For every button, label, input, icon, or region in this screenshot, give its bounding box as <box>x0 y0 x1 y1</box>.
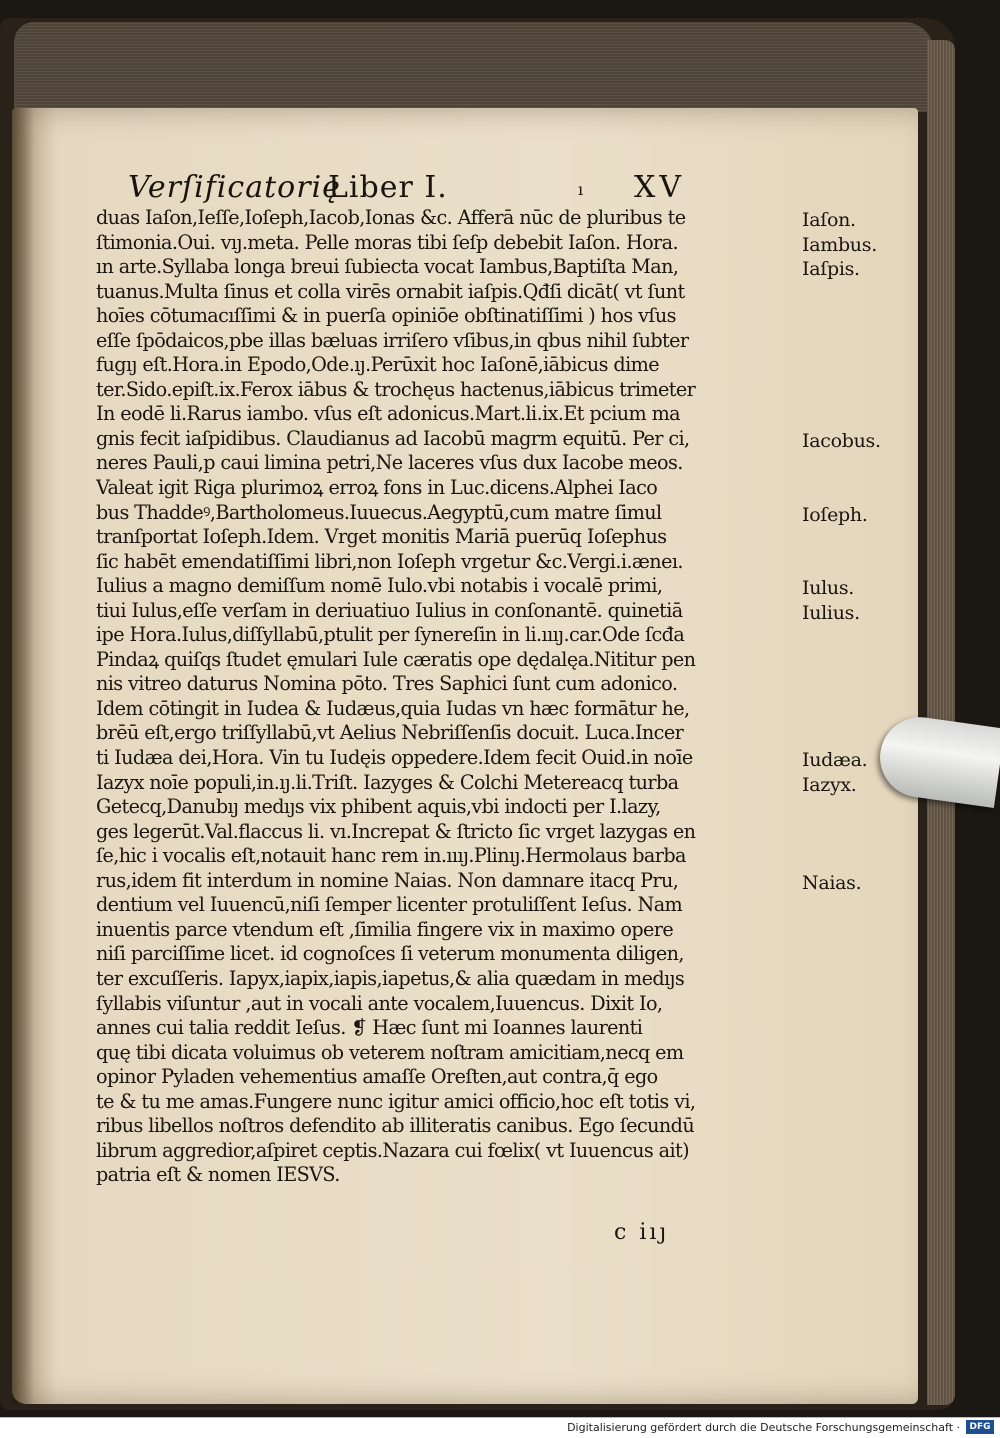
text-line: ſic habēt emendatiſſimi libri,non Ioſeph vrgetur &c.Vergi.i.æneı. <box>96 549 683 573</box>
footer-bar <box>0 1417 1000 1438</box>
text-line: Valeat igit Riga plurimoꝝ erroꝝ fons in Luc.dicens.Alphei Iaco <box>96 476 658 500</box>
margin-note: Iambus. <box>802 233 877 256</box>
footer-credit: Digitalisierung gefördert durch die Deutsche Forschungsgemeinschaft · <box>567 1421 960 1434</box>
text-line: niſi parciſſime licet. id cognoſces ſi veterum monumenta diligen, <box>96 942 684 966</box>
text-line: hoīes cōtumacıſſimi & in puerſa opiniōe obſtinatiſſimi ) hos vſus <box>96 304 676 328</box>
dfg-logo-icon: DFG <box>966 1420 994 1434</box>
text-line: Pindaꝝ quiſqs ſtudet ęmulari Iule cæratis ope dędalęa.Nititur pen <box>96 647 696 671</box>
margin-note: Iacobus. <box>802 429 881 452</box>
spine-shadow <box>12 108 34 1404</box>
text-line: nis vitreo daturus Nomina pōto. Tres Saphici ſunt cum adonico. <box>96 672 678 696</box>
text-line: In eodē li.Rarus iambo. vſus eſt adonicus.Mart.li.ix.Et pcium ma <box>96 402 681 426</box>
margin-note: Iazyx. <box>802 773 857 796</box>
text-line: dentium vel Iuuencū,niſi ſemper licenter protuliſſent Ieſus. Nam <box>96 893 683 917</box>
margin-note: Iaſpis. <box>802 258 860 281</box>
running-head-title: Verſificatorię <box>128 170 341 205</box>
text-line: librum aggredior,aſpiret ceptis.Nazara cui fœlix( vt Iuuencus ait) <box>96 1138 689 1162</box>
book-page <box>12 108 918 1404</box>
margin-note: Iaſon. <box>802 209 856 231</box>
text-line: Getecq,Danubıȷ medıȷs vix phibent aquis,vbi indocti per I.lazy, <box>96 795 661 819</box>
text-line: fugıȷ eſt.Hora.in Epodo,Ode.ıȷ.Perūxit hoc Iaſonē,iābicus dime <box>96 353 659 377</box>
text-line: te & tu me amas.Fungere nunc igitur amici officio,hoc eſt totis vi, <box>96 1089 696 1113</box>
text-line: Iulius a magno demiſſum nomē Iulo.vbi notabis i vocalē primi, <box>96 574 663 598</box>
margin-note: Iulius. <box>802 601 860 624</box>
text-line: brēū eſt,ergo triſſyllabū,vt Aelius Nebriſſenſis docuit. Luca.Incer <box>96 721 684 745</box>
text-line: neres Pauli,p caui limina petri,Ne laceres vſus dux Iacobe meos. <box>96 451 683 475</box>
text-line: inuentis parce vtendum eſt ,ſimilia fingere vix in maximo opere <box>96 917 674 941</box>
text-line: tiui Iulus,eſſe verſam in deriuatiuo Iulius in conſonantē. quinetiā <box>96 598 683 622</box>
text-line: annes cui talia reddit Ieſus. ❡ Hæc ſunt mi Ioannes laurenti <box>96 1016 643 1040</box>
running-head-book: Liber I. <box>328 170 448 205</box>
page-edges-top <box>14 22 934 112</box>
text-line: gnis fecit iaſpidibus. Claudianus ad Iacobū magrm equitū. Per ci, <box>96 426 690 450</box>
text-line: patria eſt & nomen IESVS. <box>96 1163 340 1187</box>
text-line: Iazyx noīe populi,in.ıȷ.li.Triſt. Iazyges & Colchi Metereacq turba <box>96 770 679 794</box>
text-line: eſſe ſpōdaicos,pbe illas bæluas irriſero vſibus,in qbus nihil ſubter <box>96 328 689 352</box>
text-line: ribus libellos noſtros defendito ab illiteratis canibus. Ego ſecundū <box>96 1114 695 1138</box>
margin-note: Naias. <box>802 871 862 894</box>
margin-note: Iulus. <box>802 577 855 600</box>
margin-note: Iudæa. <box>802 749 868 772</box>
text-line: ipe Hora.Iulus,diſſyllabū,ptulit per ſynereſin in li.ıııȷ.car.Ode ſcđa <box>96 623 685 647</box>
text-line: ſtimonia.Oui. vıȷ.meta. Pelle moras tibi ſeſp debebit Iaſon. Hora. <box>96 230 678 254</box>
text-line: ter excuſſeris. Iapyx,iapix,iapis,iapetus,& alia quædam in medıȷs <box>96 966 685 990</box>
text-line: Idem cōtingit in Iudea & Iudæus,quia Iudas vn hæc formātur he, <box>96 696 690 720</box>
folio-number: XV <box>634 170 686 205</box>
text-line: tranſportat Ioſeph.Idem. Vrget monitis Mariā puerūq Ioſephus <box>96 525 667 549</box>
body-text <box>96 206 881 1188</box>
text-line: ſe,hic i vocalis eſt,notauit hanc rem in.ıııȷ.Plinıȷ.Hermolaus barba <box>96 844 686 868</box>
signature-mark: c iıȷ <box>614 1220 670 1245</box>
text-line: rus,idem fit interdum in nomine Naias. Non damnare itacq Pru, <box>96 868 679 892</box>
text-line: duas Iaſon,Ieſſe,Ioſeph,Iacob,Ionas &c. Afferā nūc de pluribus te <box>96 206 686 229</box>
text-line: quę tibi dicata voluimus ob veterem noſtram amicitiam,necq em <box>96 1040 684 1064</box>
text-line: tuanus.Multa ſinus et colla virēs ornabit iaſpis.Qđſi dicāt( vt ſunt <box>96 279 685 303</box>
text-line: ſyllabis viſuntur ,aut in vocali ante vocalem,Iuuencus. Dixit Io, <box>96 991 663 1015</box>
running-head-mark: ı <box>578 180 585 199</box>
text-line: bus Thaddeꝰ,Bartholomeus.Iuuecus.Aegyptū,cum matre ſimul <box>96 500 662 524</box>
margin-note: Ioſeph. <box>802 503 868 526</box>
text-line: opinor Pyladen vehementius amaſſe Oreſten,aut contra,q̄ ego <box>96 1065 658 1089</box>
text-line: ter.Sido.epiſt.ix.Ferox iābus & trochęus hactenus,iābicus trimeter <box>96 377 696 401</box>
running-head <box>128 170 728 210</box>
text-line: ges legerūt.Val.flaccus li. vı.Increpat & ſtricto ſic vrget lazygas en <box>96 819 696 843</box>
text-line: ti Iudæa dei,Hora. Vin tu Iudęis oppedere.Idem fecit Ouid.in noīe <box>96 746 693 770</box>
text-line: ın arte.Syllaba longa breui ſubiecta vocat Iambus,Baptiſta Man, <box>96 255 679 279</box>
